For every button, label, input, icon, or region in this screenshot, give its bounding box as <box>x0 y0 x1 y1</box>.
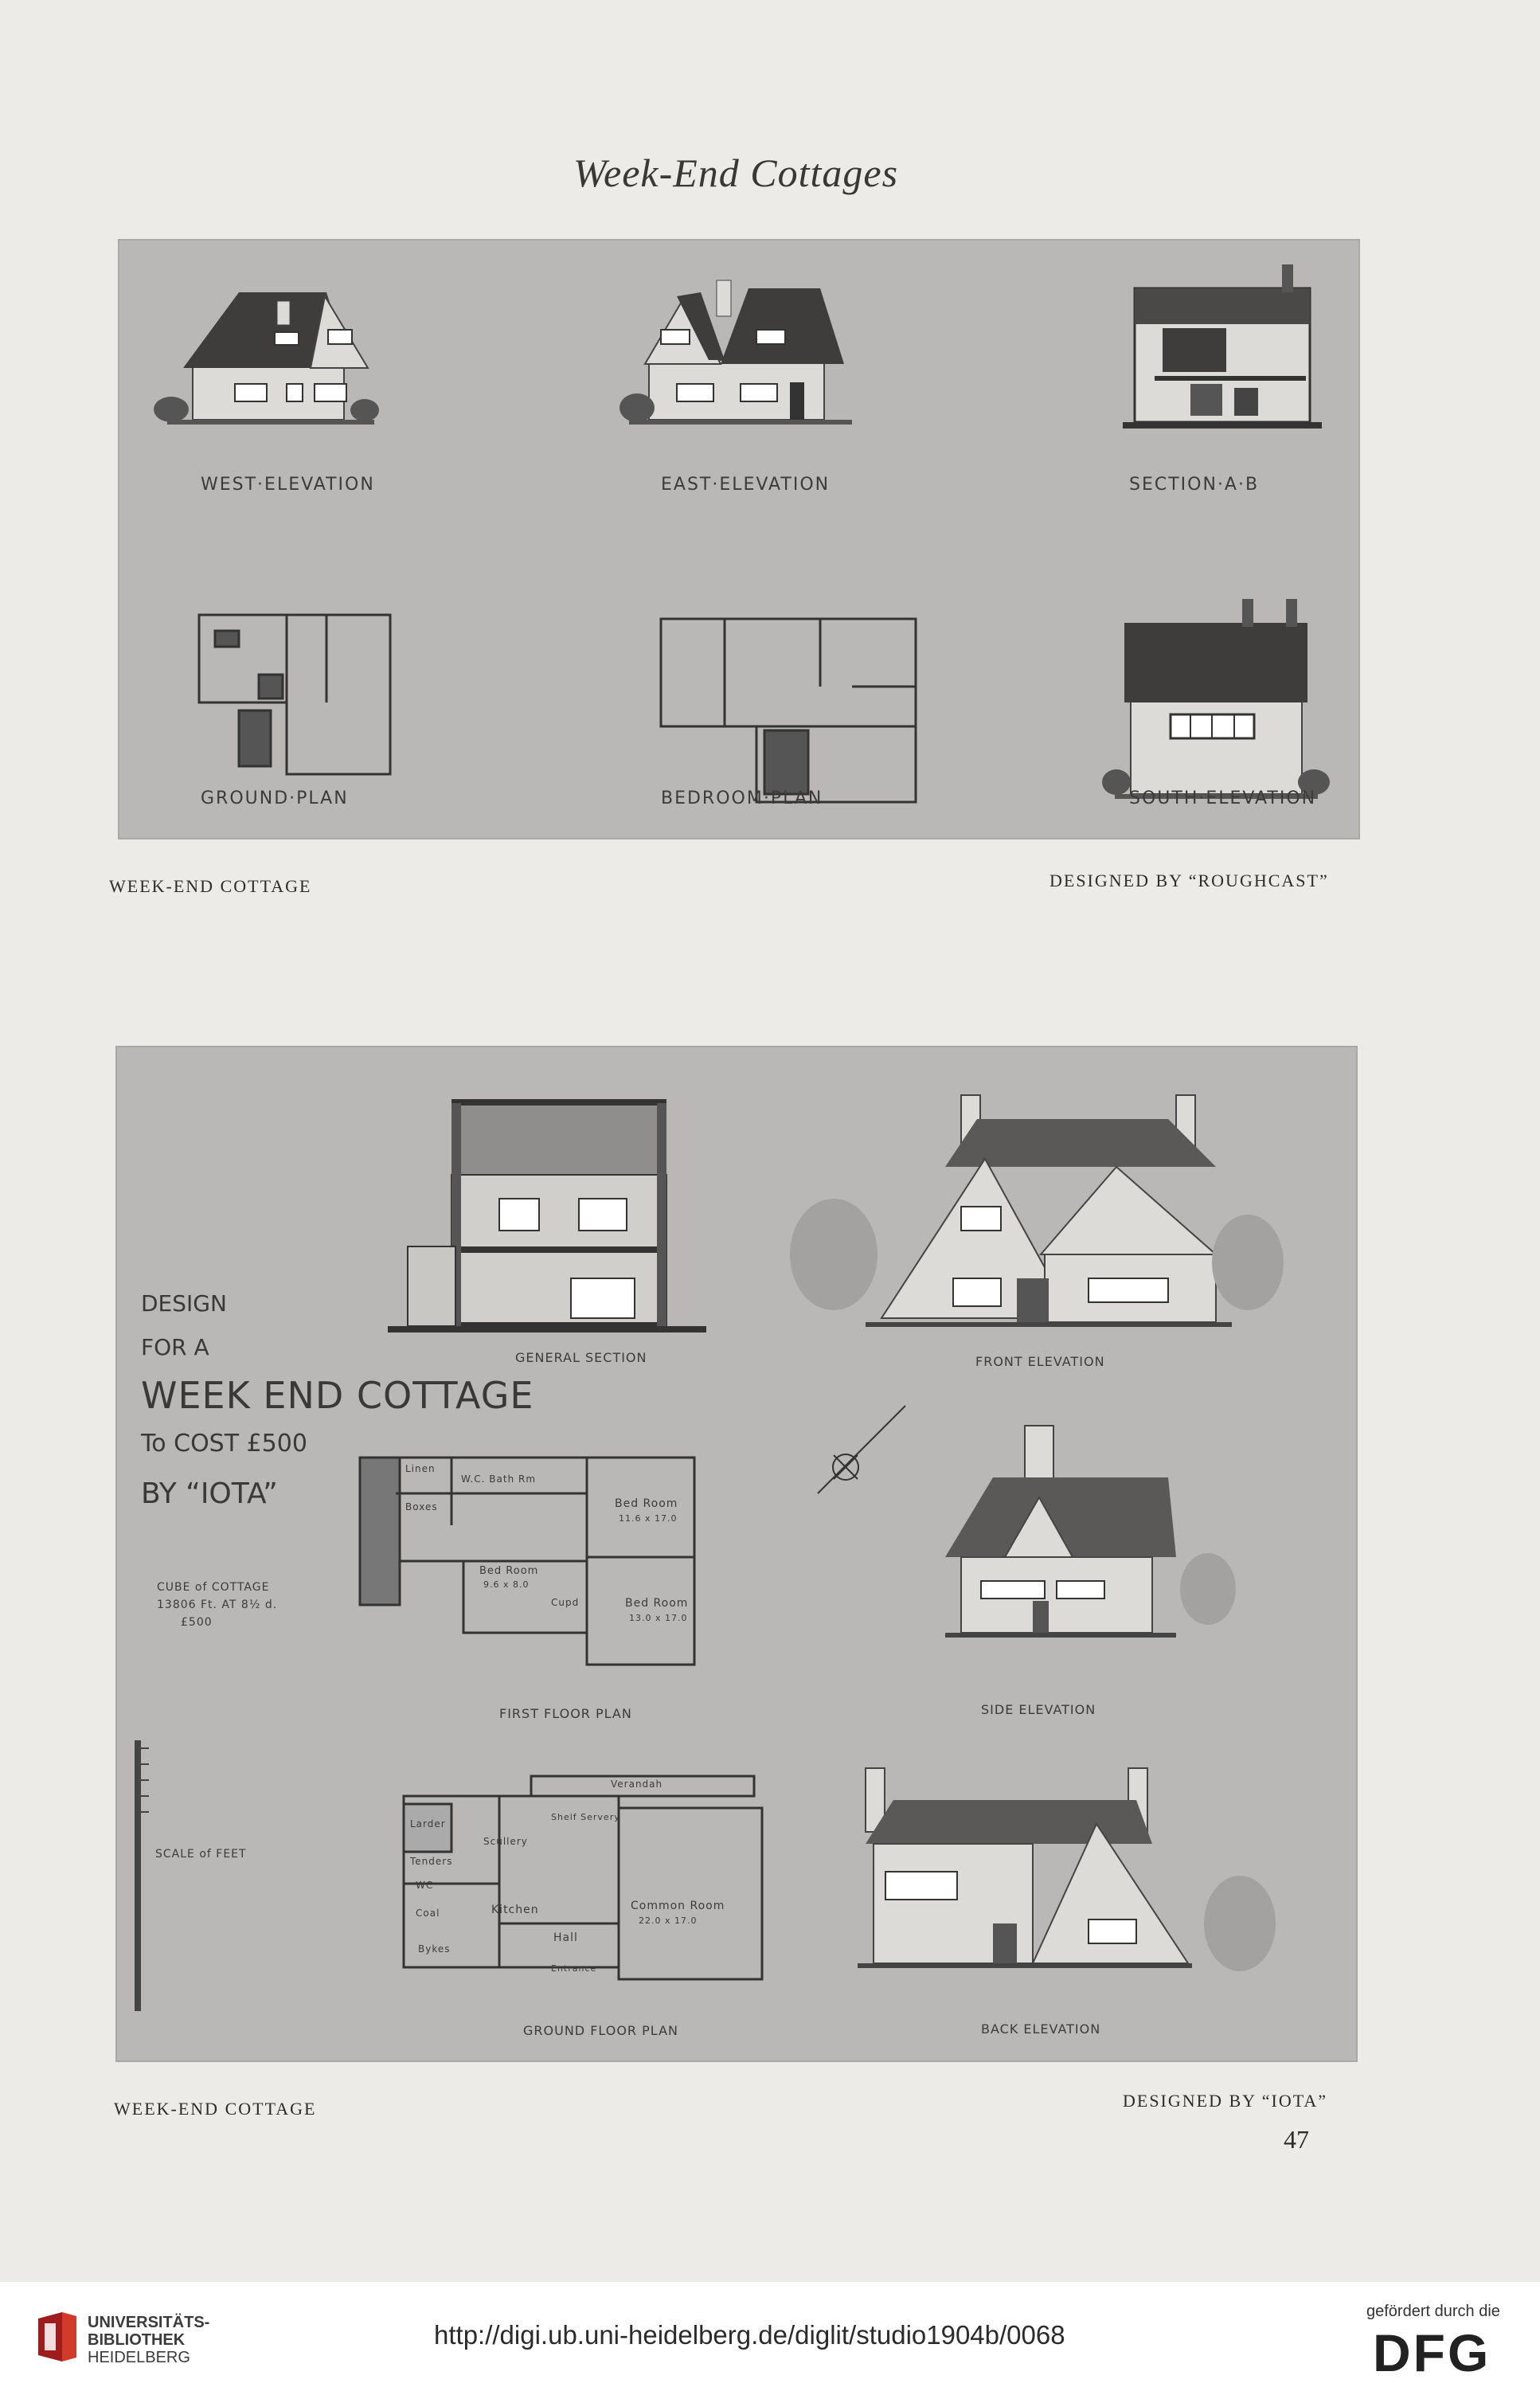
room-common-size: 22.0 x 17.0 <box>639 1916 698 1926</box>
side-elevation-label: SIDE ELEVATION <box>981 1702 1096 1717</box>
ground-floor-plan-drawing <box>404 1776 762 1979</box>
running-head: Week-End Cottages <box>573 151 899 195</box>
page-number: 47 <box>1284 2125 1309 2154</box>
funded-by-text: gefördert durch die <box>1366 2303 1500 2320</box>
front-elevation-drawing <box>790 1095 1284 1327</box>
roughcast-drawings <box>119 241 1358 838</box>
design-title-line1: DESIGN <box>141 1290 227 1317</box>
plate1-caption-left: WEEK-END COTTAGE <box>109 876 312 896</box>
cube-line2: 13806 Ft. AT 8½ d. <box>157 1599 278 1611</box>
ground-plan-label: GROUND·PLAN <box>201 789 349 808</box>
design-title-line3: WEEK END COTTAGE <box>141 1374 534 1417</box>
dfg-logo: DFG <box>1373 2323 1491 2382</box>
room-wc-bath: W.C. Bath Rm <box>461 1473 537 1485</box>
room-bed-3: Bed Room <box>625 1597 689 1610</box>
room-shelf-servery: Shelf Servery <box>551 1812 620 1822</box>
west-elevation-label: WEST·ELEVATION <box>201 475 375 495</box>
digitization-footer <box>0 2282 1540 2391</box>
cube-line3: £500 <box>181 1616 213 1629</box>
first-floor-plan-label: FIRST FLOOR PLAN <box>499 1706 632 1721</box>
general-section-label: GENERAL SECTION <box>515 1350 647 1365</box>
room-bed-3-size: 13.0 x 17.0 <box>629 1613 688 1623</box>
design-title-line4: To COST £500 <box>141 1430 307 1458</box>
west-elevation-drawing <box>154 292 379 425</box>
source-url-link[interactable]: http://digi.ub.uni-heidelberg.de/diglit/studio1904b/0068 <box>434 2320 1065 2350</box>
cube-line1: CUBE of COTTAGE <box>157 1581 270 1594</box>
room-entrance: Entrance <box>551 1963 597 1974</box>
room-bed-2: Bed Room <box>479 1565 539 1577</box>
compass-drawing <box>818 1406 905 1493</box>
room-cupd: Cupd <box>551 1597 580 1608</box>
room-common: Common Room <box>631 1900 725 1912</box>
scale-label: SCALE of FEET <box>155 1848 247 1861</box>
iota-drawings <box>117 1047 1356 2060</box>
bedroom-plan-drawing <box>661 619 916 802</box>
first-floor-plan-drawing <box>360 1458 694 1665</box>
room-bed-2-size: 9.6 x 8.0 <box>483 1579 530 1590</box>
room-kitchen: Kitchen <box>491 1904 539 1916</box>
section-drawing <box>1123 264 1322 429</box>
institution-name: UNIVERSITÄTS- BIBLIOTHEK HEIDELBERG <box>88 2314 210 2366</box>
room-scullery: Scullery <box>483 1836 528 1847</box>
room-bed-1: Bed Room <box>615 1497 678 1510</box>
room-bykes: Bykes <box>418 1943 451 1955</box>
room-hall: Hall <box>553 1931 578 1944</box>
room-coal: Coal <box>416 1908 440 1919</box>
design-title-line2: FOR A <box>141 1334 209 1360</box>
room-verandah: Verandah <box>611 1779 663 1790</box>
plate-roughcast <box>118 239 1360 839</box>
general-section-drawing <box>388 1099 706 1332</box>
south-elevation-label: SOUTH·ELEVATION <box>1129 789 1317 808</box>
room-larder: Larder <box>410 1818 446 1829</box>
room-boxes: Boxes <box>405 1501 438 1512</box>
section-label: SECTION·A·B <box>1129 475 1260 495</box>
back-elevation-drawing <box>858 1768 1276 1971</box>
plate1-caption-right: DESIGNED BY “ROUGHCAST” <box>1049 871 1329 890</box>
plate2-caption-right: DESIGNED BY “IOTA” <box>1123 2091 1328 2111</box>
back-elevation-label: BACK ELEVATION <box>981 2021 1101 2037</box>
scale-bar-drawing <box>135 1740 149 2011</box>
plate-iota <box>115 1046 1358 2062</box>
room-tenders: Tenders <box>410 1856 453 1867</box>
side-elevation-drawing <box>945 1426 1236 1638</box>
east-elevation-drawing <box>620 280 852 425</box>
plate2-caption-left: WEEK-END COTTAGE <box>114 2099 317 2119</box>
south-elevation-drawing <box>1102 599 1330 799</box>
university-library-logo-icon <box>38 2312 76 2362</box>
ground-plan-drawing <box>199 615 390 774</box>
front-elevation-label: FRONT ELEVATION <box>975 1354 1105 1369</box>
bedroom-plan-label: BEDROOM·PLAN <box>661 789 823 808</box>
design-title-line5: BY “IOTA” <box>141 1477 278 1510</box>
room-wc: WC <box>416 1880 434 1891</box>
east-elevation-label: EAST·ELEVATION <box>661 475 831 495</box>
room-bed-1-size: 11.6 x 17.0 <box>619 1513 678 1524</box>
ground-floor-plan-label: GROUND FLOOR PLAN <box>523 2023 678 2038</box>
room-linen: Linen <box>405 1463 436 1474</box>
